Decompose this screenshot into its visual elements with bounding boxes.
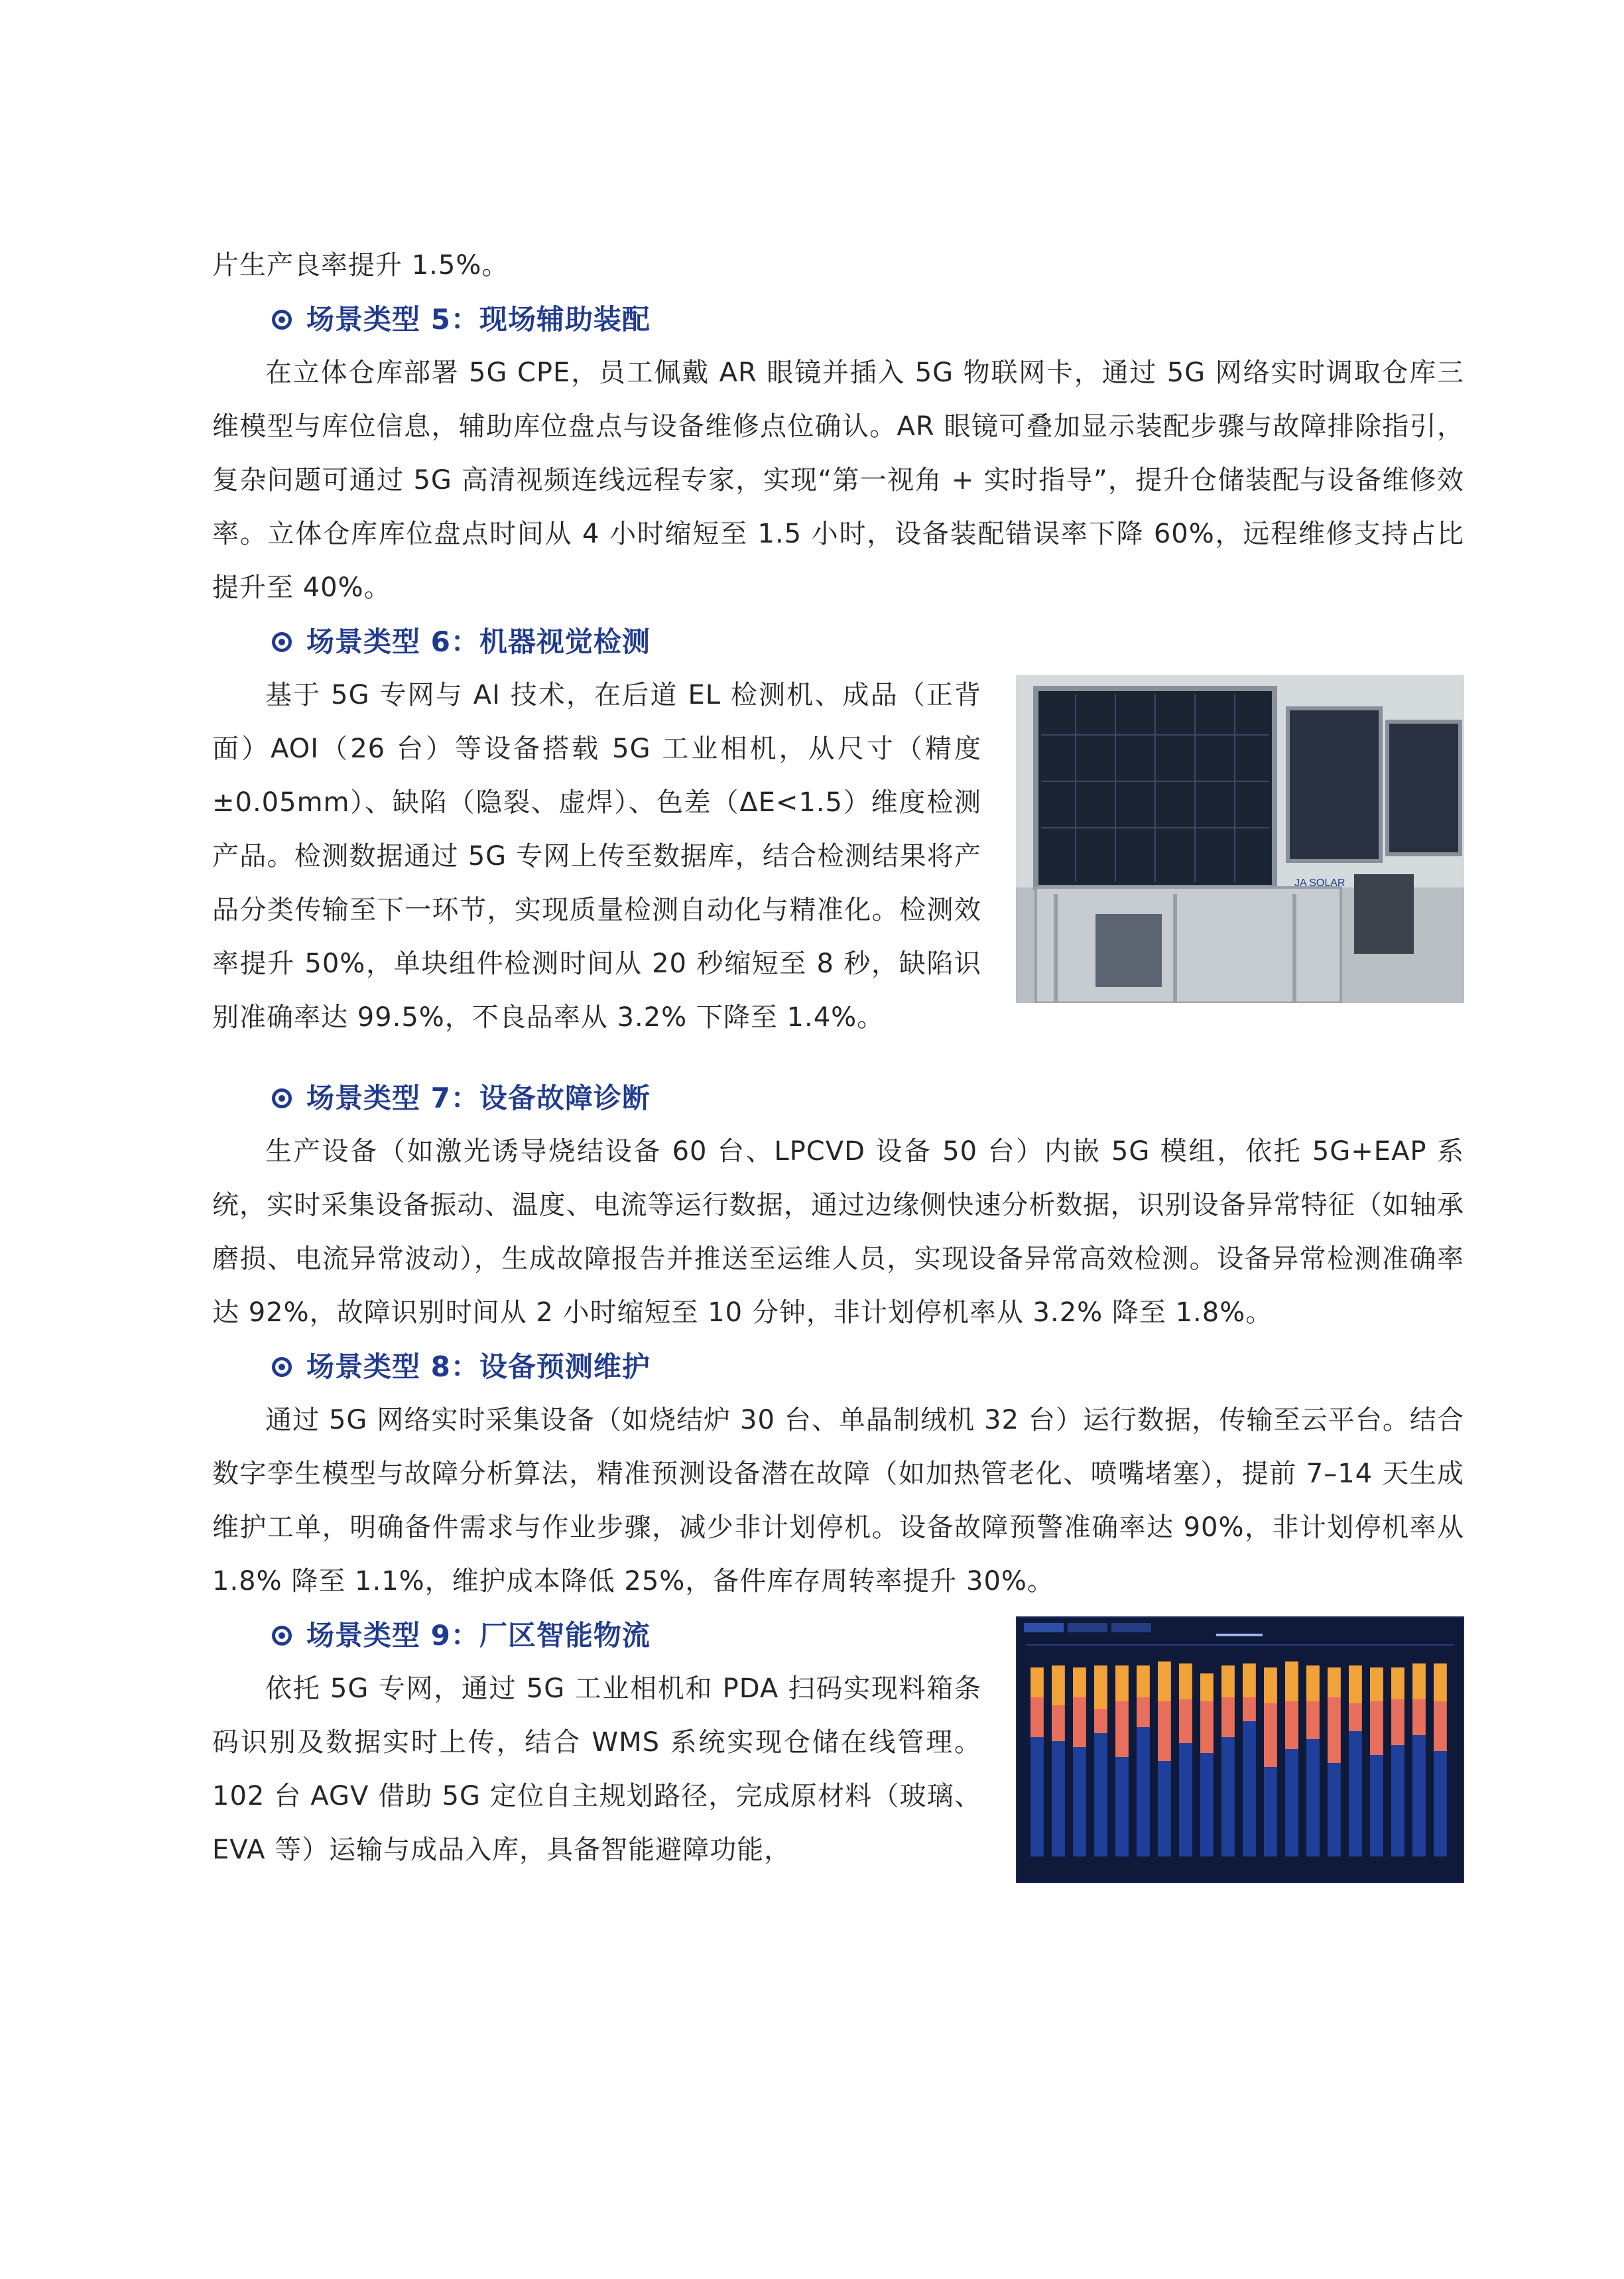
dashboard-bar-segment bbox=[1137, 1727, 1150, 1856]
dashboard-bar-segment bbox=[1073, 1697, 1086, 1747]
dashboard-bar-segment bbox=[1052, 1665, 1065, 1705]
logistics-dashboard-screenshot bbox=[1016, 1616, 1464, 1883]
dashboard-bar-segment bbox=[1412, 1663, 1426, 1699]
dashboard-bar-segment bbox=[1391, 1667, 1405, 1699]
dashboard-bar-segment bbox=[1306, 1665, 1320, 1701]
circle-bullet-icon bbox=[272, 310, 292, 330]
scene-9-section bbox=[212, 1608, 1464, 1883]
dashboard-bar-segment bbox=[1328, 1667, 1341, 1697]
dashboard-bar-segment bbox=[1349, 1665, 1362, 1703]
heading-scene-8 bbox=[212, 1340, 1464, 1394]
logistics-dashboard-chart bbox=[1017, 1618, 1463, 1882]
dashboard-bar-segment bbox=[1200, 1753, 1214, 1856]
dashboard-bar-segment bbox=[1391, 1699, 1405, 1745]
dashboard-bar-segment bbox=[1158, 1701, 1171, 1761]
dashboard-bar-segment bbox=[1115, 1757, 1129, 1856]
dashboard-bar-segment bbox=[1306, 1739, 1320, 1856]
dashboard-bar-segment bbox=[1031, 1667, 1044, 1697]
dashboard-bar-segment bbox=[1221, 1665, 1235, 1697]
dashboard-bar-segment bbox=[1306, 1701, 1320, 1739]
dashboard-bar-segment bbox=[1391, 1745, 1405, 1856]
dashboard-bar-segment bbox=[1243, 1697, 1256, 1721]
dashboard-bar-segment bbox=[1264, 1767, 1277, 1856]
dashboard-bar-segment bbox=[1264, 1703, 1277, 1767]
heading-scene-7 bbox=[212, 1071, 1464, 1125]
dashboard-bar-segment bbox=[1412, 1735, 1426, 1856]
dashboard-bar-segment bbox=[1052, 1741, 1065, 1856]
paragraph-scene-5: 在立体仓库部署 5G CPE，员工佩戴 AR 眼镜并插入 5G 物联网卡，通过 5G 网络实时调取仓库三维模型与库位信息，辅助库位盘点与设备维修点位确认。AR 眼镜可叠加显示装配步骤与故障排除指引，复杂问题可通过 5G 高清视频连线远程专家，实现“第一视角 + 实时指导”，提升仓储装配与设备维修效率。立体仓库库位盘点时间从 4 小时缩短至 1.5 小时，设备装配错误率下降 60%，远程维修支持占比提升至 40%。 bbox=[212, 358, 1464, 603]
dashboard-bar-segment bbox=[1285, 1701, 1298, 1749]
dashboard-bar-segment bbox=[1264, 1667, 1277, 1703]
inspection-equipment-illustration bbox=[1016, 675, 1464, 1003]
heading-scene-7-text: 场景类型 7：设备故障诊断 bbox=[306, 1082, 651, 1114]
continued-paragraph: 片生产良率提升 1.5%。 bbox=[212, 250, 509, 281]
dashboard-bar-segment bbox=[1221, 1697, 1235, 1737]
dashboard-bar-segment bbox=[1073, 1667, 1086, 1697]
dashboard-bar-segment bbox=[1179, 1743, 1192, 1856]
heading-scene-6 bbox=[212, 615, 1464, 669]
dashboard-bar-segment bbox=[1137, 1665, 1150, 1697]
dashboard-bar-segment bbox=[1158, 1661, 1171, 1701]
inspection-equipment-photo bbox=[1016, 675, 1464, 1003]
dashboard-bar-segment bbox=[1349, 1703, 1362, 1731]
dashboard-bar-segment bbox=[1200, 1673, 1214, 1701]
dashboard-bar-segment bbox=[1158, 1761, 1171, 1856]
heading-scene-8-text: 场景类型 8：设备预测维护 bbox=[306, 1350, 651, 1383]
heading-scene-6-text: 场景类型 6：机器视觉检测 bbox=[306, 625, 651, 658]
dashboard-bar-segment bbox=[1094, 1665, 1107, 1709]
dashboard-bar-segment bbox=[1137, 1697, 1150, 1727]
paragraph-scene-6: 基于 5G 专网与 AI 技术，在后道 EL 检测机、成品（正背面）AOI（26 台）等设备搭载 5G 工业相机，从尺寸（精度 ±0.05mm）、缺陷（隐裂、虚焊）、色差（ΔE<1.5）维度检测产品。检测数据通过 5G 专网上传至数据库，结合检测结果将产品分类传输至下一环节，实现质量检测自动化与精准化。检测效率提升 50%，单块组件检测时间从 20 秒缩短至 8 秒，缺陷识别准确率达 99.5%，不良品率从 3.2% 下降至 1.4%。 bbox=[212, 680, 981, 1033]
dashboard-bar-segment bbox=[1412, 1699, 1426, 1735]
dashboard-bar-segment bbox=[1094, 1709, 1107, 1733]
dashboard-bar-segment bbox=[1349, 1731, 1362, 1856]
circle-bullet-icon bbox=[272, 1357, 292, 1377]
dashboard-bar-segment bbox=[1031, 1697, 1044, 1737]
paragraph-scene-7: 生产设备（如激光诱导烧结设备 60 台、LPCVD 设备 50 台）内嵌 5G 模组，依托 5G+EAP 系统，实时采集设备振动、温度、电流等运行数据，通过边缘侧快速分析数据，识别设备异常特征（如轴承磨损、电流异常波动），生成故障报告并推送至运维人员，实现设备异常高效检测。设备异常检测准确率达 92%，故障识别时间从 2 小时缩短至 10 分钟，非计划停机率从 3.2% 降至 1.8%。 bbox=[212, 1136, 1464, 1328]
paragraph-scene-8: 通过 5G 网络实时采集设备（如烧结炉 30 台、单晶制绒机 32 台）运行数据，传输至云平台。结合数字孪生模型与故障分析算法，精准预测设备潜在故障（如加热管老化、喷嘴堵塞），提前 7–14 天生成维护工单，明确备件需求与作业步骤，减少非计划停机。设备故障预警准确率达 90%，非计划停机率从 1.8% 降至 1.1%，维护成本降低 25%，备件库存周转率提升 30%。 bbox=[212, 1405, 1464, 1596]
dashboard-bar-segment bbox=[1328, 1697, 1341, 1763]
photo-logo-text: JA SOLAR bbox=[1294, 878, 1345, 889]
circle-bullet-icon bbox=[272, 1088, 292, 1108]
dashboard-bar-segment bbox=[1179, 1699, 1192, 1743]
dashboard-bar-segment bbox=[1073, 1747, 1086, 1856]
dashboard-bar-segment bbox=[1052, 1705, 1065, 1741]
dashboard-bar-segment bbox=[1285, 1749, 1298, 1856]
dashboard-bar-segment bbox=[1370, 1667, 1383, 1701]
heading-scene-5 bbox=[212, 293, 1464, 346]
dashboard-bar-segment bbox=[1243, 1721, 1256, 1856]
heading-scene-9-text: 场景类型 9：厂区智能物流 bbox=[306, 1619, 651, 1652]
dashboard-bar-segment bbox=[1285, 1661, 1298, 1701]
dashboard-bar-segment bbox=[1115, 1665, 1129, 1701]
dashboard-bar-segment bbox=[1179, 1663, 1192, 1699]
dashboard-bar-segment bbox=[1200, 1701, 1214, 1753]
dashboard-bar-segment bbox=[1434, 1701, 1447, 1751]
dashboard-bar-segment bbox=[1243, 1663, 1256, 1697]
dashboard-bar-segment bbox=[1328, 1763, 1341, 1856]
dashboard-bar-segment bbox=[1115, 1701, 1129, 1757]
dashboard-bar-segment bbox=[1370, 1755, 1383, 1856]
dashboard-bar-segment bbox=[1434, 1751, 1447, 1856]
scene-6-section bbox=[212, 669, 1464, 1045]
paragraph-scene-9: 依托 5G 专网，通过 5G 工业相机和 PDA 扫码实现料箱条码识别及数据实时上传，结合 WMS 系统实现仓储在线管理。102 台 AGV 借助 5G 定位自主规划路径，完成原材料（玻璃、EVA 等）运输与成品入库，具备智能避障功能， bbox=[212, 1673, 981, 1865]
circle-bullet-icon bbox=[272, 1626, 292, 1646]
dashboard-bar-segment bbox=[1221, 1737, 1235, 1856]
dashboard-bar-segment bbox=[1370, 1701, 1383, 1755]
heading-scene-5-text: 场景类型 5：现场辅助装配 bbox=[306, 303, 651, 336]
dashboard-bar-segment bbox=[1434, 1663, 1447, 1701]
circle-bullet-icon bbox=[272, 632, 292, 652]
dashboard-bar-segment bbox=[1094, 1733, 1107, 1856]
dashboard-bar-segment bbox=[1031, 1737, 1044, 1856]
